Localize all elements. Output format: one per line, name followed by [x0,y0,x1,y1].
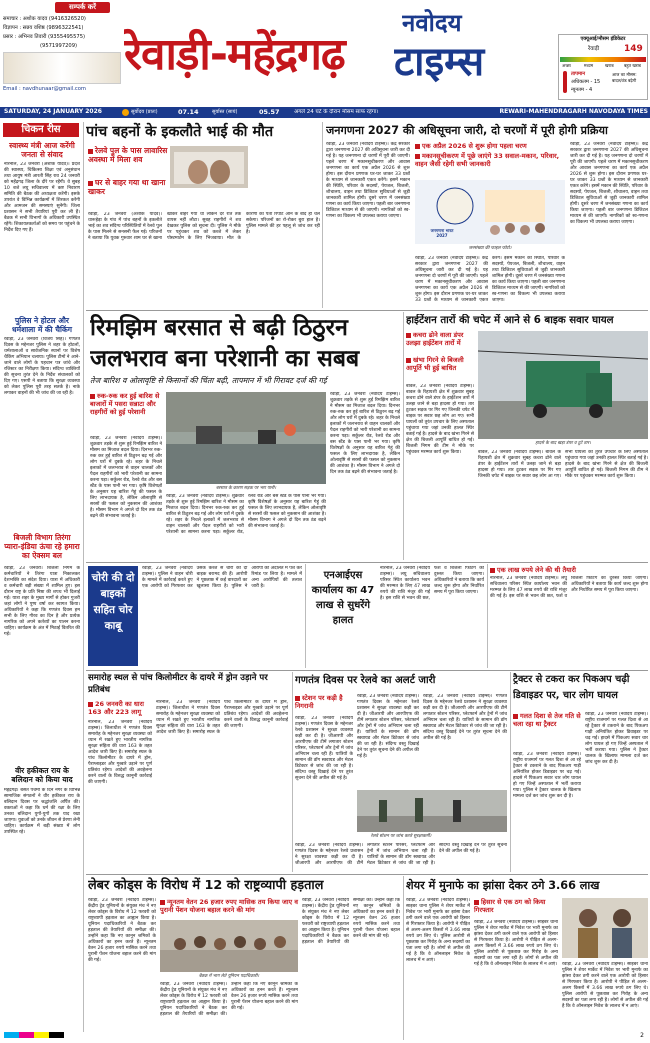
bike-theft-headline: चोरी की दो बाइकों सहित चोर काबू [91,572,135,632]
ad-line: विज्ञापन : सन्नय वशिष्ठ (9896322541) [3,25,84,31]
bullet-icon [88,181,93,186]
left-story-2-title: पुलिस ने होटल और धर्मशाला में की चैकिंग [12,316,72,334]
left-story-2-text: रेवाड़ी, 23 जनवरी (विजय सिंह)। गणतंत्र दिवस के मद्देनजर पुलिस ने शहर के होटलों, धर्मशालाओं व सार्वजनिक स्थानों पर विशेष चैकिंग अभियान चलाया। पुलिस टीमों ने आने-जाने वाले लोगों के पहचान पत्र जांचे और रजिस्टर का निरीक्षण किया। संदिग्ध व्यक्तियों की सूचना तुरंत देने के निर्देश संचालकों को दिए गए। एसपी ने बताया कि सुरक्षा व्यवस्था को लेकर पुलिस पूरी तरह सतर्क है। नाके लगाकर वाहनों की भी जांच की जा रही है। [4,337,80,396]
top-story-bullet-2-text: घर से बाहर गया था खाना खाकर [88,178,166,196]
bullet-icon [88,149,93,154]
contact-badge-label: सम्पर्क करें [69,3,96,11]
rule-strike [403,876,404,1040]
sunrise-time: 07.14 [178,108,199,116]
mid-rule [403,312,404,560]
rain-text-col2: रेवाड़ी, 23 जनवरी (नवोदय टाइम्स)। शुक्रवार तड़के से शुरू हुई रिमझिम बारिश ने मौसम का मिजाज बदल दिया। दिनभर रुक-रुक कर हुई बारिश से ठिठुरन बढ़ गई और लोग घरों में दुबके रहे। शहर के निचले इलाकों में जलभराव से वाहन चालकों और पैदल राहगीरों को भारी परेशानी का सामना करना पड़ा। सर्कुलर रोड, रेलवे रोड और बस स्टैंड के पास पानी भर गया। कृषि विशेषज्ञों के अनुसार यह बारिश गेहूं की फसल के लिए लाभदायक है, लेकिन ओलावृष्टि से सरसों की फसल को नुकसान की आशंका है। मौसम विभाग ने अगले दो दिन तक ठंड बढ़ने की संभावना जताई है। [166,494,326,535]
logo-strip [3,52,121,84]
thermometer-icon [563,71,567,93]
left-story-4-text: महेंद्रगढ़। बसंत पंचमी के दिन नगर के विभिन्न सामाजिक संगठनों ने वीर हकीकत राय के बलिदान दिवस पर श्रद्धांजलि अर्पित की। वक्ताओं ने कहा कि धर्म की रक्षा के लिए उनका बलिदान युगों-युगों तक याद रखा जाएगा। युवाओं को उनके जीवन से प्रेरणा लेनी चाहिए। कार्यक्रम में बड़ी संख्या में लोग उपस्थित रहे। [4,788,80,835]
census-bullet-1-text: एक अप्रैल 2026 से शुरू होगा पहला चरण [422,142,527,150]
strike-photo [160,920,298,972]
share-text-col2: रेवाड़ी, 23 जनवरी (नवोदय टाइम्स)। साइबर थाना पुलिस ने शेयर मार्केट में निवेश पर भारी मुनाफे का झांसा देकर ठगी करने वाले एक आरोपी को हिसार से गिरफ्तार किया है। आरोपी ने पीड़ित से अलग-अलग किस्तों में 3.66 लाख रुपये ठग लिए थे। पुलिस आरोपी से पूछताछ कर गिरोह के अन्य सदस्यों का पता लगा रही है। लोगों से अपील की गई है कि वे ऑनलाइन निवेश के लालच में न आएं। [474,920,558,967]
print-line: प्रसार : अभिनव तिवारी (9355495575) [3,34,86,40]
rail-text-col3: रेवाड़ी, 23 जनवरी (नवोदय टाइम्स)। गणतंत्र दिवस के मद्देनजर रेलवे प्रशासन ने सुरक्षा व्यवस्था कड़ी कर दी है। जीआरपी और आरपीएफ की टीमें लगातार स्टेशन परिसर, प्लेटफार्म और ट्रेनों में जांच अभियान चला रही हैं। यात्रियों के सामान की डॉग स्क्वायड और मेटल डिटेक्टर से जांच की जा रही है। संदिग्ध वस्तु दिखाई देने पर तुरंत सूचना देने की अपील की गई है। [423,694,507,741]
top-story-bullet-1 [88,146,168,164]
accused-with-police-illustration [562,898,648,958]
share-bullet-text: हिसार से एक ठग को किया गिरफ्तार [474,898,546,914]
masthead-title-blue-top: नवोदय [402,9,462,37]
rail-headline: गणतंत्र दिवस पर रेलवे का अलर्ट जारी [295,675,436,686]
rail-text-col1: रेवाड़ी, 23 जनवरी (नवोदय टाइम्स)। गणतंत्र दिवस के मद्देनजर रेलवे प्रशासन ने सुरक्षा व्यवस्था कड़ी कर दी है। जीआरपी और आरपीएफ की टीमें लगातार स्टेशन परिसर, प्लेटफार्म और ट्रेनों में जांच अभियान चला रही हैं। यात्रियों के सामान की डॉग स्क्वायड और मेटल डिटेक्टर से जांच की जा रही है। संदिग्ध वस्तु दिखाई देने पर तुरंत सूचना देने की अपील की गई है। [295,716,353,781]
census-bullet-2 [415,152,565,168]
masthead-title-blue-main: टाइम्स [394,39,485,85]
sunset-time: 05.57 [259,108,280,116]
rule-874 [86,874,648,875]
rain-bullet [90,392,162,416]
aqi-side-bullet [490,566,648,575]
flooded-street-illustration [166,392,326,484]
masthead-title-red: रेवाड़ी-महेंद्रगढ़ [124,29,345,80]
rule-aqi [487,564,488,668]
aqi-level-2: मध्यम [584,63,594,68]
bullet-icon [160,900,165,905]
top-story-photo [170,146,248,188]
dateline-date: SATURDAY, 24 JANUARY 2026 [4,108,102,115]
census-bullet-2-text: मकानसूचीकरण में पूछे जाएंगे 33 सवाल-मकान, परिवार, वाहन जैसी रहेगी सभी जानकारी [415,152,560,168]
temp-min: न्यूनतम - 4 [571,87,593,93]
rail-bullet [295,694,353,710]
bullet-icon [406,358,411,363]
tractor-text-col2: रेवाड़ी, 23 जनवरी (नवोदय टाइम्स)। राष्ट्रीय राजमार्ग पर गलत दिशा से आ रहे ट्रैक्टर से टकराने के बाद पिकअप गाड़ी अनियंत्रित होकर डिवाइडर पर चढ़ गई। हादसे में पिकअप सवार चार लोग घायल हो गए जिन्हें अस्पताल में भर्ती कराया गया। पुलिस ने ट्रैक्टर चालक के खिलाफ मामला दर्ज कर जांच शुरू कर दी है। [585,712,648,765]
rule-rail [510,672,511,872]
census-text [326,142,410,306]
share-text-col3: रेवाड़ी, 23 जनवरी (नवोदय टाइम्स)। साइबर थाना पुलिस ने शेयर मार्केट में निवेश पर भारी मुनाफे का झांसा देकर ठगी करने वाले एक आरोपी को हिसार से गिरफ्तार किया है। आरोपी ने पीड़ित से अलग-अलग किस्तों में 3.66 लाख रुपये ठग लिए थे। पुलिस आरोपी से पूछताछ कर गिरोह के अन्य सदस्यों का पता लगा रही है। लोगों से अपील की गई है कि वे ऑनलाइन निवेश के लालच में न आएं। [562,962,648,1009]
wire-caption: हादसे के बाद खड़ा डंपर व टूटे तार। [535,441,591,446]
drone-text: नारनौल, 23 जनवरी (नवोदय टाइम्स)। जिलाधीश ने गणतंत्र दिवस समारोह के मद्देनजर सुरक्षा व्यवस्था को ध्यान में रखते हुए भारतीय नागरिक सुरक्षा संहिता की धारा 163 के तहत आदेश जारी किए हैं। समारोह स्थल के पांच किलोमीटर के दायरे में ड्रोन, पैराग्लाइडर और गुब्बारे उड़ाने पर पूर्ण प्रतिबंध रहेगा। आदेशों की अवहेलना करने वालों के विरुद्ध कानूनी कार्रवाई की जाएगी। [88,720,152,785]
rain-headline-1: रिमझिम बरसात से बढ़ी ठिठुरन [90,315,348,341]
rain-headline-2: जलभराव बना परेशानी का सबब [90,346,360,372]
top-rule [322,122,323,308]
masthead [0,0,650,104]
rail-bullet-text: स्टेशन पर कड़ी है निगरानी [295,694,343,710]
wire-photo [478,331,648,439]
rain-photo [166,392,326,484]
left-story-4-title: वीर हकीकत राय के बलिदान को किया याद [11,766,73,784]
bullet-icon [490,568,495,573]
dateline-paper: REWARI-MAHENDRAGARH NAVODAYA TIMES [499,108,648,115]
share-text-col1: रेवाड़ी, 23 जनवरी (नवोदय टाइम्स)। साइबर थाना पुलिस ने शेयर मार्केट में निवेश पर भारी मुनाफे का झांसा देकर ठगी करने वाले एक आरोपी को हिसार से गिरफ्तार किया है। आरोपी ने पीड़ित से अलग-अलग किस्तों में 3.66 लाख रुपये ठग लिए थे। पुलिस आरोपी से पूछताछ कर गिरोह के अन्य सदस्यों का पता लगा रही है। लोगों से अपील की गई है कि वे ऑनलाइन निवेश के लालच में न आएं। [406,898,470,963]
bullet-icon [88,702,93,707]
weather-note: आज का मौसम: बादल/ठंड बढ़ेगी [612,72,637,83]
rain-caption: बरसात के कारण सड़क पर भरा पानी। [215,486,276,491]
bullet-icon [415,144,420,149]
aqi-headline: एनआईएस कार्यालय का 47 लाख से सुधरेंगे हालत [311,570,375,626]
aqi-text: नारनौल, 23 जनवरी (नवोदय टाइम्स)। लघु सचिवालय परिसर स्थित कार्यालय भवन की मरम्मत के लिए 47 लाख रुपये की राशि मंजूर की गई है। इस राशि से भवन की छत, फर्श व बिजली फिटिंग को दुरुस्त किया जाएगा। अधिकारियों ने बताया कि कार्य जल्द शुरू होगा और निर्धारित समय में पूरा किया जाएगा। [380,566,484,601]
feet-photo-illustration [170,146,248,188]
registration-mark [4,1032,64,1038]
census-body: रेवाड़ी, 23 जनवरी (नवोदय टाइम्स)। केंद्र सरकार द्वारा जनगणना 2027 की अधिसूचना जारी कर दी गई है। यह जनगणना दो चरणों में पूरी की जाएगी। पहले चरण में मकानसूचीकरण और आवास जनगणना का कार्य एक अप्रैल 2026 से शुरू होगा। इस दौरान प्रगणक घर-घर जाकर 33 प्रश्नों के माध्यम से जानकारी एकत्र करेंगे। इसमें मकान की स्थिति, परिवार के सदस्यों, पेयजल, बिजली, शौचालय, वाहन तथा डिजिटल सुविधाओं से जुड़ी जानकारी शामिल होगी। दूसरे चरण में जनसंख्या गणना का कार्य किया जाएगा। पहली बार जनगणना डिजिटल माध्यम से की जाएगी। नागरिकों को स्व-गणना का विकल्प भी उपलब्ध कराया जाएगा। [326,142,410,219]
census-bullet-1 [415,142,565,151]
left-column-header: चिकन रीस [21,124,61,135]
census-logo-caption: जनगणना भारत 2027 [430,228,454,238]
aqi-side-text: नारनौल, 23 जनवरी (नवोदय टाइम्स)। लघु सचिवालय परिसर स्थित कार्यालय भवन की मरम्मत के लिए 47 लाख रुपये की राशि मंजूर की गई है। इस राशि से भवन की छत, फर्श व बिजली फिटिंग को दुरुस्त किया जाएगा। अधिकारियों ने बताया कि कार्य जल्द शुरू होगा और निर्धारित समय में पूरा किया जाएगा। [490,576,648,599]
top-story-bullet-2 [88,178,168,196]
rain-text-col3: रेवाड़ी, 23 जनवरी (नवोदय टाइम्स)। शुक्रवार तड़के से शुरू हुई रिमझिम बारिश ने मौसम का मिजाज बदल दिया। दिनभर रुक-रुक कर हुई बारिश से ठिठुरन बढ़ गई और लोग घरों में दुबके रहे। शहर के निचले इलाकों में जलभराव से वाहन चालकों और पैदल राहगीरों को भारी परेशानी का सामना करना पड़ा। सर्कुलर रोड, रेलवे रोड और बस स्टैंड के पास पानी भर गया। कृषि विशेषज्ञों के अनुसार यह बारिश गेहूं की फसल के लिए लाभदायक है, लेकिन ओलावृष्टि से सरसों की फसल को नुकसान की आशंका है। मौसम विभाग ने अगले दो दिन तक ठंड बढ़ने की संभावना जताई है। [330,392,400,475]
rail-caption: रेलवे स्टेशन पर जांच करते सुरक्षाकर्मी। [370,834,432,839]
rule-310 [86,310,648,311]
bullet-icon [415,154,420,159]
dumper-truck-illustration [478,331,648,439]
rain-subhead: तेज बारिश व ओलावृष्टि से किसानों की चिंता बढ़ी, तापमान में भी गिरावट दर्ज की गई [90,376,327,385]
strike-text-col2: रेवाड़ी, 23 जनवरी (नवोदय टाइम्स)। केंद्रीय ट्रेड यूनियनों के संयुक्त मंच ने नए लेबर कोड्स के विरोध में 12 फरवरी को राष्ट्रव्यापी हड़ताल का आह्वान किया है। यूनियन पदाधिकारियों ने बैठक कर हड़ताल की तैयारियों की समीक्षा की। उन्होंने कहा कि नए कानून श्रमिकों के अधिकारों का हनन करते हैं। न्यूनतम वेतन 26 हजार रुपये मासिक करने तथा पुरानी पेंशन योजना बहाल करने की मांग की गई। [160,982,298,1017]
strike-bullet [160,898,298,914]
strike-bullet-text: न्यूनतम वेतन 26 हजार रुपए मासिक तय किया जाए व पुरानी पेंशन योजना बहाल करने की मांग [160,898,298,914]
aqi-level-4: बहुत खराब [624,63,641,68]
left-story-3-title: बिजली विभाग तिरंगा प्यारा-इंडिया ऊंचा रहे हमारा का ऐक्सम बल [4,533,80,560]
strike-text-col1: रेवाड़ी, 23 जनवरी (नवोदय टाइम्स)। केंद्रीय ट्रेड यूनियनों के संयुक्त मंच ने नए लेबर कोड्स के विरोध में 12 फरवरी को राष्ट्रव्यापी हड़ताल का आह्वान किया है। यूनियन पदाधिकारियों ने बैठक कर हड़ताल की तैयारियों की समीक्षा की। उन्होंने कहा कि नए कानून श्रमिकों के अधिकारों का हनन करते हैं। न्यूनतम वेतन 26 हजार रुपये मासिक करने तथा पुरानी पेंशन योजना बहाल करने की मांग की गई। [88,898,156,963]
wire-bullet-2-text: खंभा गिरने से बिजली आपूर्ति भी हुई बाधित [406,356,464,372]
bike-theft-text: रेवाड़ी, 23 जनवरी (नवोदय टाइम्स)। पुलिस ने वाहन चोरी के मामले में कार्रवाई करते हुए एक आरोपी को गिरफ्तार कर उसके कब्जे से चोरी की दो बाइक बरामद की हैं। आरोपी ने पूछताछ में कई वारदातों का खुलासा किया है। पुलिस ने आरोपी को अदालत में पेश कर रिमांड पर लिया है। मामले में अन्य आरोपियों की तलाश जारी है। [142,566,302,589]
share-photo [562,898,648,958]
page-number: 2 [640,1032,644,1039]
aqi-level-1: अच्छा [562,63,571,68]
strike-caption: बैठक में भाग लेते यूनियन पदाधिकारी। [198,974,260,979]
temp-max: अधिकतम - 15 [571,79,601,85]
editor-line: समाचार : अशोक यादव (9416326520) [3,16,86,22]
email-line: Email : navdhunaar@gmail.com [3,86,86,92]
drone-text-2: नारनौल, 23 जनवरी (नवोदय टाइम्स)। जिलाधीश ने गणतंत्र दिवस समारोह के मद्देनजर सुरक्षा व्यवस्था को ध्यान में रखते हुए भारतीय नागरिक सुरक्षा संहिता की धारा 163 के तहत आदेश जारी किए हैं। समारोह स्थल के पांच किलोमीटर के दायरे में ड्रोन, पैराग्लाइडर और गुब्बारे उड़ाने पर पूर्ण प्रतिबंध रहेगा। आदेशों की अवहेलना करने वालों के विरुद्ध कानूनी कार्रवाई की जाएगी। [156,700,288,735]
tractor-bullet-text: गलत दिशा से तेज गति से चला रहा था ट्रैक्टर [513,712,581,728]
rule-562 [86,562,648,563]
rule-670 [86,670,648,671]
rain-text-col1: रेवाड़ी, 23 जनवरी (नवोदय टाइम्स)। शुक्रवार तड़के से शुरू हुई रिमझिम बारिश ने मौसम का मिजाज बदल दिया। दिनभर रुक-रुक कर हुई बारिश से ठिठुरन बढ़ गई और लोग घरों में दुबके रहे। शहर के निचले इलाकों में जलभराव से वाहन चालकों और पैदल राहगीरों को भारी परेशानी का सामना करना पड़ा। सर्कुलर रोड, रेलवे रोड और बस स्टैंड के पास पानी भर गया। कृषि विशेषज्ञों के अनुसार यह बारिश गेहूं की फसल के लिए लाभदायक है, लेकिन ओलावृष्टि से सरसों की फसल को नुकसान की आशंका है। मौसम विभाग ने अगले दो दिन तक ठंड बढ़ने की संभावना जताई है। [90,436,162,519]
rule-drone [292,672,293,872]
rail-photo-main [357,790,507,832]
rail-text-col2: रेवाड़ी, 23 जनवरी (नवोदय टाइम्स)। गणतंत्र दिवस के मद्देनजर रेलवे प्रशासन ने सुरक्षा व्यवस्था कड़ी कर दी है। जीआरपी और आरपीएफ की टीमें लगातार स्टेशन परिसर, प्लेटफार्म और ट्रेनों में जांच अभियान चला रही हैं। यात्रियों के सामान की डॉग स्क्वायड और मेटल डिटेक्टर से जांच की जा रही है। संदिग्ध वस्तु दिखाई देने पर तुरंत सूचना देने की अपील की गई है। [357,694,419,759]
top-story-text: रेवाड़ी, 23 जनवरी (अशोक यादव)। धारूहेड़ा के गांव में पांच बहनों के इकलौते भाई का शव संदिग्ध परिस्थितियों में रेलवे पुल के पास मिलने से सनसनी फैल गई। परिजनों ने बताया कि युवक गुरुवार शाम घर से खाना खाकर बाहर गया था लेकिन देर रात तक वापस नहीं लौटा। सुबह राहगीरों ने शव देखकर पुलिस को सूचना दी। पुलिस ने मौके पर पहुंचकर शव को कब्जे में लेकर पोस्टमार्टम के लिए भिजवाया। मौत के कारणों का पता रिपोर्ट आने के बाद ही चल सकेगा। परिजनों का रो-रोकर बुरा हाल है। पुलिस मामले की हर पहलू से जांच कर रही है। [88,212,320,241]
drone-bullet-text: 26 जनवरी का धारा 163 और 223 लागू [88,700,144,716]
aqi-value: 149 [624,44,643,54]
weather-city: रेवाड़ी [588,46,600,52]
top-story-bullet-1-text: रेलवे पुल के पास लावारिस अवस्था में मिला शव [88,146,168,164]
wire-bullet-1 [406,331,474,347]
census-body-2: रेवाड़ी, 23 जनवरी (नवोदय टाइम्स)। केंद्र सरकार द्वारा जनगणना 2027 की अधिसूचना जारी कर दी गई है। यह जनगणना दो चरणों में पूरी की जाएगी। पहले चरण में मकानसूचीकरण और आवास जनगणना का कार्य एक अप्रैल 2026 से शुरू होगा। इस दौरान प्रगणक घर-घर जाकर 33 प्रश्नों के माध्यम से जानकारी एकत्र करेंगे। इसमें मकान की स्थिति, परिवार के सदस्यों, पेयजल, बिजली, शौचालय, वाहन तथा डिजिटल सुविधाओं से जुड़ी जानकारी शामिल होगी। दूसरे चरण में जनसंख्या गणना का कार्य किया जाएगा। पहली बार जनगणना डिजिटल माध्यम से की जाएगी। नागरिकों को स्व-गणना का विकल्प भी उपलब्ध कराया जाएगा। [415,256,565,303]
bullet-icon [474,900,479,905]
tractor-headline: ट्रैक्टर से टकरा कर पिकअप चढ़ी डिवाइडर पर, चार लोग घायल [513,674,630,701]
census-body-3: रेवाड़ी, 23 जनवरी (नवोदय टाइम्स)। केंद्र सरकार द्वारा जनगणना 2027 की अधिसूचना जारी कर दी गई है। यह जनगणना दो चरणों में पूरी की जाएगी। पहले चरण में मकानसूचीकरण और आवास जनगणना का कार्य एक अप्रैल 2026 से शुरू होगा। इस दौरान प्रगणक घर-घर जाकर 33 प्रश्नों के माध्यम से जानकारी एकत्र करेंगे। इसमें मकान की स्थिति, परिवार के सदस्यों, पेयजल, बिजली, शौचालय, वाहन तथा डिजिटल सुविधाओं से जुड़ी जानकारी शामिल होगी। दूसरे चरण में जनसंख्या गणना का कार्य किया जाएगा। पहली बार जनगणना डिजिटल माध्यम से की जाएगी। नागरिकों को स्व-गणना का विकल्प भी उपलब्ध कराया जाएगा। [570,142,648,225]
bullet-icon [90,394,95,399]
bullet-icon [513,714,518,719]
aqi-side-bullet-text: एक लाख रुपये लेने की थी तैयारी [497,566,576,574]
wire-text-col2: बावल, 23 जनवरी (नवोदय टाइम्स)। बावल के रिहायशी क्षेत्र में शुक्रवार सुबह कचरा ढोने वाले डंपर के हाईटेंशन तारों में उलझ जाने से बड़ा हादसा हो गया। तार टूटकर सड़क पर गिर गए जिनकी चपेट में बाइक पर सवार छह लोग आ गए। सभी घायलों को तुरंत उपचार के लिए अस्पताल पहुंचाया गया जहां उनकी हालत स्थिर बताई गई है। हादसे के बाद खंभा गिरने से क्षेत्र की बिजली आपूर्ति बाधित हो गई। बिजली निगम की टीम ने मौके पर पहुंचकर मरम्मत कार्य शुरू किया। [478,450,648,479]
aqi-level-3: खराब [605,63,614,68]
share-bullet [474,898,558,914]
tractor-text-col1: रेवाड़ी, 23 जनवरी (नवोदय टाइम्स)। राष्ट्रीय राजमार्ग पर गलत दिशा से आ रहे ट्रैक्टर से टकराने के बाद पिकअप गाड़ी अनियंत्रित होकर डिवाइडर पर चढ़ गई। हादसे में पिकअप सवार चार लोग घायल हो गए जिन्हें अस्पताल में भर्ती कराया गया। पुलिस ने ट्रैक्टर चालक के खिलाफ मामला दर्ज कर जांच शुरू कर दी है। [513,752,581,799]
dateline-ticker: अगले 24 घंटे के दौरान मौसम साफ रहेगा। [294,109,379,115]
strike-headline: लेबर कोड्स के विरोध में 12 को राष्ट्रव्यापी हड़ताल [88,878,324,893]
left-story-1-text: नारनौल, 23 जनवरी (अशोक यादव)। प्रदेश की स्वास्थ्य, चिकित्सा शिक्षा एवं अनुसंधान तथा आयुष मंत्री आरती सिंह राव 24 जनवरी को महेंद्रगढ़ जिला के दौरे पर रहेंगी। वे सुबह 10 बजे लघु सचिवालय में कष्ट निवारण समिति की बैठक की अध्यक्षता करेंगी। इसके उपरांत वे विभिन्न कार्यक्रमों में शिरकत करेंगी और आमजन की समस्याएं सुनेंगी। जिला प्रशासन ने सभी तैयारियां पूरी कर ली हैं। बैठक में सभी विभागों के अधिकारी उपस्थित रहेंगे। शिकायतकर्ताओं को समय पर पहुंचने के निर्देश दिए गए हैं। [4,162,80,233]
weather-head: एक्यूआई/मौसम इंडिकेटर [580,36,626,42]
tractor-bullet [513,712,581,728]
sunset-label: सूर्यास्त (सायं) [212,109,238,115]
sun-icon [122,109,129,116]
bullet-icon [295,696,300,701]
aqi-bar [560,57,646,62]
rule-bike [305,564,306,668]
strike-text-col3: रेवाड़ी, 23 जनवरी (नवोदय टाइम्स)। केंद्रीय ट्रेड यूनियनों के संयुक्त मंच ने नए लेबर कोड्स के विरोध में 12 फरवरी को राष्ट्रव्यापी हड़ताल का आह्वान किया है। यूनियन पदाधिकारियों ने बैठक कर हड़ताल की तैयारियों की समीक्षा की। उन्होंने कहा कि नए कानून श्रमिकों के अधिकारों का हनन करते हैं। न्यूनतम वेतन 26 हजार रुपये मासिक करने तथा पुरानी पेंशन योजना बहाल करने की मांग की गई। [302,898,400,945]
census-caption: जनसंख्या की फाइल फोटो। [468,246,512,251]
left-column-rule [83,122,84,1032]
left-story-1-title: स्वास्थ्य मंत्री आज करेंगी जनता से संवाद [9,141,75,159]
railway-security-illustration [357,790,507,832]
sunrise-label: सूर्योदय (प्रातः) [131,109,158,115]
share-headline: शेयर में मुनाफे का झांसा देकर ठगे 3.66 लाख [406,879,600,892]
wire-text-col1: बावल, 23 जनवरी (नवोदय टाइम्स)। बावल के रिहायशी क्षेत्र में शुक्रवार सुबह कचरा ढोने वाले डंपर के हाईटेंशन तारों में उलझ जाने से बड़ा हादसा हो गया। तार टूटकर सड़क पर गिर गए जिनकी चपेट में बाइक पर सवार छह लोग आ गए। सभी घायलों को तुरंत उपचार के लिए अस्पताल पहुंचाया गया जहां उनकी हालत स्थिर बताई गई है। हादसे के बाद खंभा गिरने से क्षेत्र की बिजली आपूर्ति बाधित हो गई। बिजली निगम की टीम ने मौके पर पहुंचकर मरम्मत कार्य शुरू किया। [406,384,474,455]
rail-text-col4: रेवाड़ी, 23 जनवरी (नवोदय टाइम्स)। गणतंत्र दिवस के मद्देनजर रेलवे प्रशासन ने सुरक्षा व्यवस्था कड़ी कर दी है। जीआरपी और आरपीएफ की टीमें लगातार स्टेशन परिसर, प्लेटफार्म और ट्रेनों में जांच अभियान चला रही हैं। यात्रियों के सामान की डॉग स्क्वायड और मेटल डिटेक्टर से जांच की जा रही है। संदिग्ध वस्तु दिखाई देने पर तुरंत सूचना देने की अपील की गई है। [295,843,507,866]
wire-headline: हाईटेंशन तारों की चपेट में आने से 6 बाइक सवार घायल [406,315,614,326]
wire-bullet-2 [406,356,474,372]
rain-bullet-text: रुक-रुक कर हुई बारिश से बाजारों में पसरा सन्नाटा और राहगीरों को हुई परेशानी [90,392,160,416]
drone-bullet [88,700,152,716]
union-meeting-illustration [160,920,298,972]
census-headline: जनगणना 2027 की अधिसूचना जारी, दो चरणों में पूरी होगी प्रक्रिया [326,124,608,137]
left-story-3-text: रेवाड़ी, 23 जनवरी। बिजली निगम के कर्मचारियों ने तिरंगा यात्रा निकालकर देशभक्ति का संदेश दिया। यात्रा में अधिकारी व कर्मचारी बड़ी संख्या में शामिल हुए। इस दौरान राष्ट्र के प्रति निष्ठा की शपथ भी दिलाई गई। यात्रा शहर के मुख्य मार्गों से होकर गुजरी जहां लोगों ने पुष्प वर्षा कर स्वागत किया। अधिकारियों ने कहा कि गणतंत्र दिवस हम सभी के लिए गौरव का दिन है और प्रत्येक नागरिक को अपने कर्तव्यों का पालन करना चाहिए। कार्यक्रम के अंत में मिठाई वितरित की गई। [4,566,80,637]
bullet-icon [406,333,411,338]
temp-label: तापमान [571,71,586,77]
drone-headline: समारोह स्थल से पांच किलोमीटर के दायरे में ड्रोन उड़ाने पर प्रतिबंध [88,673,268,695]
top-story-headline: पांच बहनों के इकलौते भाई की मौत [86,124,274,140]
print-line-2: (9571997209) [40,43,78,49]
wire-bullet-1-text: कचरा ढोने वाला डंपर उलझा हाईटेंशन तारों में [406,331,464,347]
